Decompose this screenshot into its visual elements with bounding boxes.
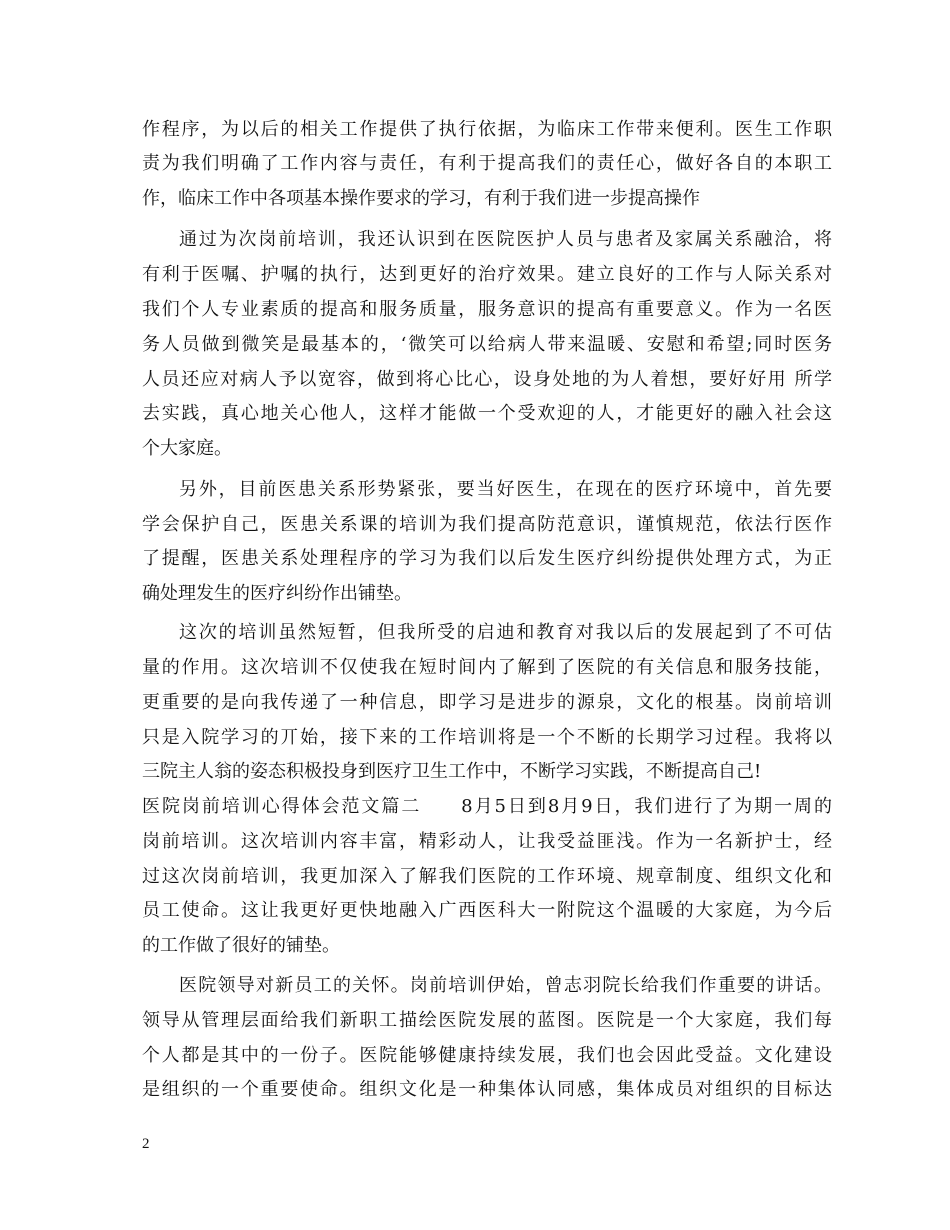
paragraph-first-line: 这次的培训虽然短暂，但我所受的启迪和教育对我以后的发展起到了不可估 (179, 622, 832, 643)
text-line: 了提醒，医患关系处理程序的学习为我们以后发生医疗纠纷提供处理方式，为正 (142, 548, 832, 569)
text-line: 岗前培训。这次培训内容丰富，精彩动人，让我受益匪浅。作为一名新护士，经 (142, 831, 832, 852)
text-line: 过这次岗前培训，我更加深入了解我们医院的工作环境、规章制度、组织文化和 (142, 866, 832, 887)
text-line: 的工作做了很好的铺垫。 (142, 935, 340, 956)
text-line: 个大家庭。 (142, 438, 232, 459)
text-line: 作，临床工作中各项基本操作要求的学习，有利于我们进一步提高操作 (142, 188, 700, 209)
text-line: 我们个人专业素质的提高和服务质量，服务意识的提高有重要意义。作为一名医 (142, 299, 832, 320)
section-heading-line: 医院岗前培训心得体会范文篇二 8月5日到8月9日，我们进行了为期一周的 (142, 796, 832, 817)
text-line: 三院主人翁的姿态积极投身到医疗卫生工作中，不断学习实践，不断提高自己! (142, 761, 762, 782)
paragraph-first-line: 另外，目前医患关系形势紧张，要当好医生，在现在的医疗环境中，首先要 (179, 479, 832, 500)
text-line: 学会保护自己，医患关系课的培训为我们提高防范意识，谨慎规范，依法行医作 (142, 514, 832, 535)
text-line: 去实践，真心地关心他人，这样才能做一个受欢迎的人，才能更好的融入社会这 (142, 403, 832, 424)
text-line: 责为我们明确了工作内容与责任，有利于提高我们的责任心，做好各自的本职工 (142, 153, 832, 174)
text-line: 更重要的是向我传递了一种信息，即学习是进步的源泉，文化的根基。岗前培训 (142, 692, 832, 713)
text-line: 是组织的一个重要使命。组织文化是一种集体认同感，集体成员对组织的目标达 (142, 1079, 832, 1100)
text-line: 确处理发生的医疗纠纷作出铺垫。 (142, 583, 412, 604)
text-line: 只是入院学习的丌始，接下来的工作培训将是一个不断的长期学习过程。我将以 (142, 727, 832, 748)
text-line: 领导从管理层面给我们新职工描绘医院发展的蓝图。医院是一个大家庭，我们每 (142, 1010, 832, 1031)
page-number: 2 (142, 1136, 150, 1152)
paragraph-first-line: 通过为次岗前培训，我还认识到在医院医护人员与患者及家属关系融洽，将 (179, 229, 832, 250)
text-line: 量的作用。这次培训不仅使我在短时间内了解到了医院的有关信息和服务技能， (142, 657, 832, 678)
text-line: 人员还应对病人予以宽容，做到将心比心，设身处地的为人着想，要好好用 所学 (142, 369, 832, 390)
text-line: 务人员做到微笑是最基本的，‘微笑可以给病人带来温暖、安慰和希望;同时医务 (142, 334, 832, 355)
text-line: 作程序，为以后的相关工作提供了执行依据，为临床工作带来便利。医生工作职 (142, 119, 832, 140)
text-line: 员工使命。这让我更好更快地融入广西医科大一附院这个温暖的大家庭，为今后 (142, 900, 832, 921)
paragraph-first-line: 医院领导对新员工的关怀。岗前培训伊始，曾志羽院长给我们作重要的讲话。 (179, 975, 832, 996)
text-line: 个人都是其中的一份子。医院能够健康持续发展，我们也会因此受益。文化建设 (142, 1045, 832, 1066)
text-line: 有利于医嘱、护嘱的执行，达到更好的治疗效果。建立良好的工作与人际关系对 (142, 264, 832, 285)
